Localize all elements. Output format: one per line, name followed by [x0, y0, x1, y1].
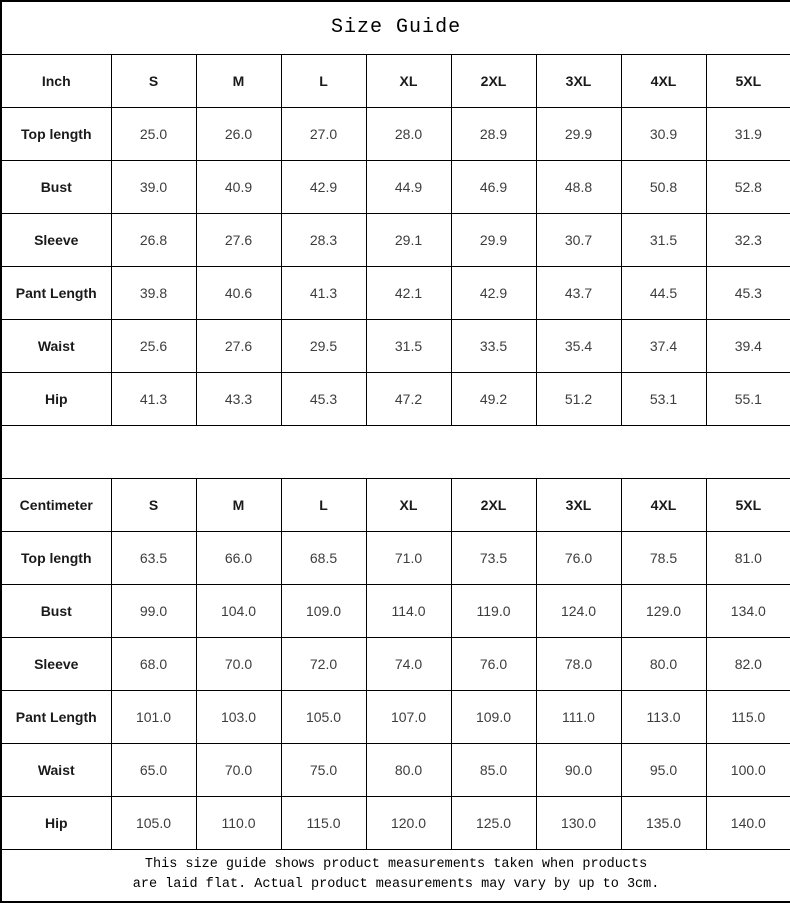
measurement-value-cell: 39.0: [111, 160, 196, 213]
measurement-value-cell: 68.5: [281, 531, 366, 584]
measurement-label-cell: Sleeve: [1, 213, 111, 266]
measurement-value-cell: 114.0: [366, 584, 451, 637]
measurement-label-cell: Waist: [1, 319, 111, 372]
measurement-value-cell: 28.0: [366, 107, 451, 160]
measurement-value-cell: 39.8: [111, 266, 196, 319]
measurement-value-cell: 29.9: [536, 107, 621, 160]
centimeter-table-section: [1, 478, 790, 849]
measurement-value-cell: 30.7: [536, 213, 621, 266]
measurement-value-cell: 78.5: [621, 531, 706, 584]
measurement-value-cell: 82.0: [706, 637, 790, 690]
measurement-value-cell: 55.1: [706, 372, 790, 425]
measurement-value-cell: 27.6: [196, 213, 281, 266]
measurement-label-cell: Hip: [1, 796, 111, 849]
measurement-value-cell: 134.0: [706, 584, 790, 637]
measurement-value-cell: 31.9: [706, 107, 790, 160]
measurement-value-cell: 28.3: [281, 213, 366, 266]
measurement-value-cell: 107.0: [366, 690, 451, 743]
measurement-row: [1, 319, 790, 372]
footer-note-line1: This size guide shows product measurements taken when products: [144, 857, 648, 873]
size-header-cell: 4XL: [621, 54, 706, 107]
size-header-row: [1, 54, 790, 107]
measurement-value-cell: 39.4: [706, 319, 790, 372]
measurement-value-cell: 41.3: [281, 266, 366, 319]
measurement-value-cell: 99.0: [111, 584, 196, 637]
measurement-value-cell: 32.3: [706, 213, 790, 266]
measurement-label-cell: Waist: [1, 743, 111, 796]
size-header-cell: 3XL: [536, 478, 621, 531]
measurement-value-cell: 76.0: [451, 637, 536, 690]
measurement-value-cell: 100.0: [706, 743, 790, 796]
measurement-value-cell: 72.0: [281, 637, 366, 690]
measurement-value-cell: 63.5: [111, 531, 196, 584]
measurement-value-cell: 110.0: [196, 796, 281, 849]
measurement-value-cell: 42.9: [281, 160, 366, 213]
footer-row: [1, 849, 790, 902]
measurement-value-cell: 129.0: [621, 584, 706, 637]
measurement-label-cell: Sleeve: [1, 637, 111, 690]
measurement-value-cell: 95.0: [621, 743, 706, 796]
measurement-value-cell: 115.0: [706, 690, 790, 743]
measurement-value-cell: 51.2: [536, 372, 621, 425]
size-header-cell: L: [281, 54, 366, 107]
measurement-label-cell: Bust: [1, 584, 111, 637]
size-header-cell: S: [111, 478, 196, 531]
measurement-value-cell: 70.0: [196, 743, 281, 796]
measurement-value-cell: 31.5: [621, 213, 706, 266]
measurement-value-cell: 111.0: [536, 690, 621, 743]
measurement-value-cell: 125.0: [451, 796, 536, 849]
measurement-value-cell: 78.0: [536, 637, 621, 690]
measurement-value-cell: 25.0: [111, 107, 196, 160]
measurement-row: [1, 107, 790, 160]
measurement-row: [1, 637, 790, 690]
measurement-value-cell: 52.8: [706, 160, 790, 213]
measurement-value-cell: 70.0: [196, 637, 281, 690]
size-header-cell: 2XL: [451, 54, 536, 107]
measurement-value-cell: 25.6: [111, 319, 196, 372]
measurement-value-cell: 27.6: [196, 319, 281, 372]
measurement-value-cell: 31.5: [366, 319, 451, 372]
page-title: Size Guide: [1, 1, 790, 54]
measurement-value-cell: 130.0: [536, 796, 621, 849]
measurement-value-cell: 42.9: [451, 266, 536, 319]
measurement-label-cell: Top length: [1, 531, 111, 584]
measurement-value-cell: 37.4: [621, 319, 706, 372]
size-header-cell: M: [196, 54, 281, 107]
measurement-value-cell: 29.5: [281, 319, 366, 372]
measurement-value-cell: 45.3: [281, 372, 366, 425]
size-header-cell: 2XL: [451, 478, 536, 531]
measurement-label-cell: Pant Length: [1, 690, 111, 743]
measurement-value-cell: 42.1: [366, 266, 451, 319]
footer-note-line2: are laid flat. Actual product measurements may vary by up to 3cm.: [132, 877, 660, 893]
measurement-value-cell: 33.5: [451, 319, 536, 372]
size-header-cell: XL: [366, 478, 451, 531]
measurement-value-cell: 71.0: [366, 531, 451, 584]
measurement-label-cell: Pant Length: [1, 266, 111, 319]
measurement-row: [1, 160, 790, 213]
measurement-value-cell: 26.8: [111, 213, 196, 266]
size-header-cell: 5XL: [706, 478, 790, 531]
footer-note: [1, 849, 790, 902]
measurement-value-cell: 53.1: [621, 372, 706, 425]
measurement-value-cell: 26.0: [196, 107, 281, 160]
measurement-label-cell: Bust: [1, 160, 111, 213]
measurement-value-cell: 124.0: [536, 584, 621, 637]
measurement-value-cell: 27.0: [281, 107, 366, 160]
measurement-value-cell: 45.3: [706, 266, 790, 319]
measurement-value-cell: 109.0: [281, 584, 366, 637]
spacer-cell: [1, 425, 790, 478]
measurement-value-cell: 140.0: [706, 796, 790, 849]
measurement-value-cell: 49.2: [451, 372, 536, 425]
measurement-value-cell: 113.0: [621, 690, 706, 743]
measurement-row: [1, 796, 790, 849]
measurement-value-cell: 76.0: [536, 531, 621, 584]
measurement-value-cell: 119.0: [451, 584, 536, 637]
measurement-value-cell: 105.0: [111, 796, 196, 849]
measurement-value-cell: 80.0: [366, 743, 451, 796]
measurement-row: [1, 372, 790, 425]
measurement-value-cell: 44.9: [366, 160, 451, 213]
measurement-row: [1, 531, 790, 584]
measurement-value-cell: 43.7: [536, 266, 621, 319]
spacer-row: [1, 425, 790, 478]
size-header-row: [1, 478, 790, 531]
size-header-cell: 4XL: [621, 478, 706, 531]
measurement-value-cell: 135.0: [621, 796, 706, 849]
measurement-row: [1, 584, 790, 637]
size-header-cell: M: [196, 478, 281, 531]
measurement-value-cell: 48.8: [536, 160, 621, 213]
size-header-cell: L: [281, 478, 366, 531]
measurement-value-cell: 43.3: [196, 372, 281, 425]
measurement-label-cell: Hip: [1, 372, 111, 425]
measurement-value-cell: 109.0: [451, 690, 536, 743]
measurement-value-cell: 41.3: [111, 372, 196, 425]
measurement-label-cell: Top length: [1, 107, 111, 160]
size-header-cell: XL: [366, 54, 451, 107]
measurement-value-cell: 35.4: [536, 319, 621, 372]
size-header-cell: S: [111, 54, 196, 107]
measurement-value-cell: 28.9: [451, 107, 536, 160]
measurement-value-cell: 104.0: [196, 584, 281, 637]
measurement-value-cell: 90.0: [536, 743, 621, 796]
measurement-value-cell: 47.2: [366, 372, 451, 425]
measurement-value-cell: 30.9: [621, 107, 706, 160]
measurement-value-cell: 29.9: [451, 213, 536, 266]
measurement-value-cell: 68.0: [111, 637, 196, 690]
title-row: [1, 1, 790, 54]
measurement-value-cell: 29.1: [366, 213, 451, 266]
size-header-cell: 3XL: [536, 54, 621, 107]
measurement-value-cell: 115.0: [281, 796, 366, 849]
measurement-row: [1, 743, 790, 796]
measurement-row: [1, 266, 790, 319]
measurement-value-cell: 80.0: [621, 637, 706, 690]
measurement-value-cell: 66.0: [196, 531, 281, 584]
measurement-value-cell: 120.0: [366, 796, 451, 849]
measurement-value-cell: 75.0: [281, 743, 366, 796]
measurement-value-cell: 44.5: [621, 266, 706, 319]
measurement-value-cell: 50.8: [621, 160, 706, 213]
inch-table-section: [1, 54, 790, 425]
measurement-value-cell: 105.0: [281, 690, 366, 743]
measurement-value-cell: 73.5: [451, 531, 536, 584]
measurement-value-cell: 65.0: [111, 743, 196, 796]
measurement-value-cell: 81.0: [706, 531, 790, 584]
size-header-cell: 5XL: [706, 54, 790, 107]
unit-header-cell: Inch: [1, 54, 111, 107]
measurement-row: [1, 690, 790, 743]
measurement-value-cell: 85.0: [451, 743, 536, 796]
measurement-value-cell: 101.0: [111, 690, 196, 743]
measurement-value-cell: 46.9: [451, 160, 536, 213]
measurement-value-cell: 40.9: [196, 160, 281, 213]
measurement-value-cell: 74.0: [366, 637, 451, 690]
unit-header-cell: Centimeter: [1, 478, 111, 531]
measurement-value-cell: 103.0: [196, 690, 281, 743]
measurement-row: [1, 213, 790, 266]
measurement-value-cell: 40.6: [196, 266, 281, 319]
